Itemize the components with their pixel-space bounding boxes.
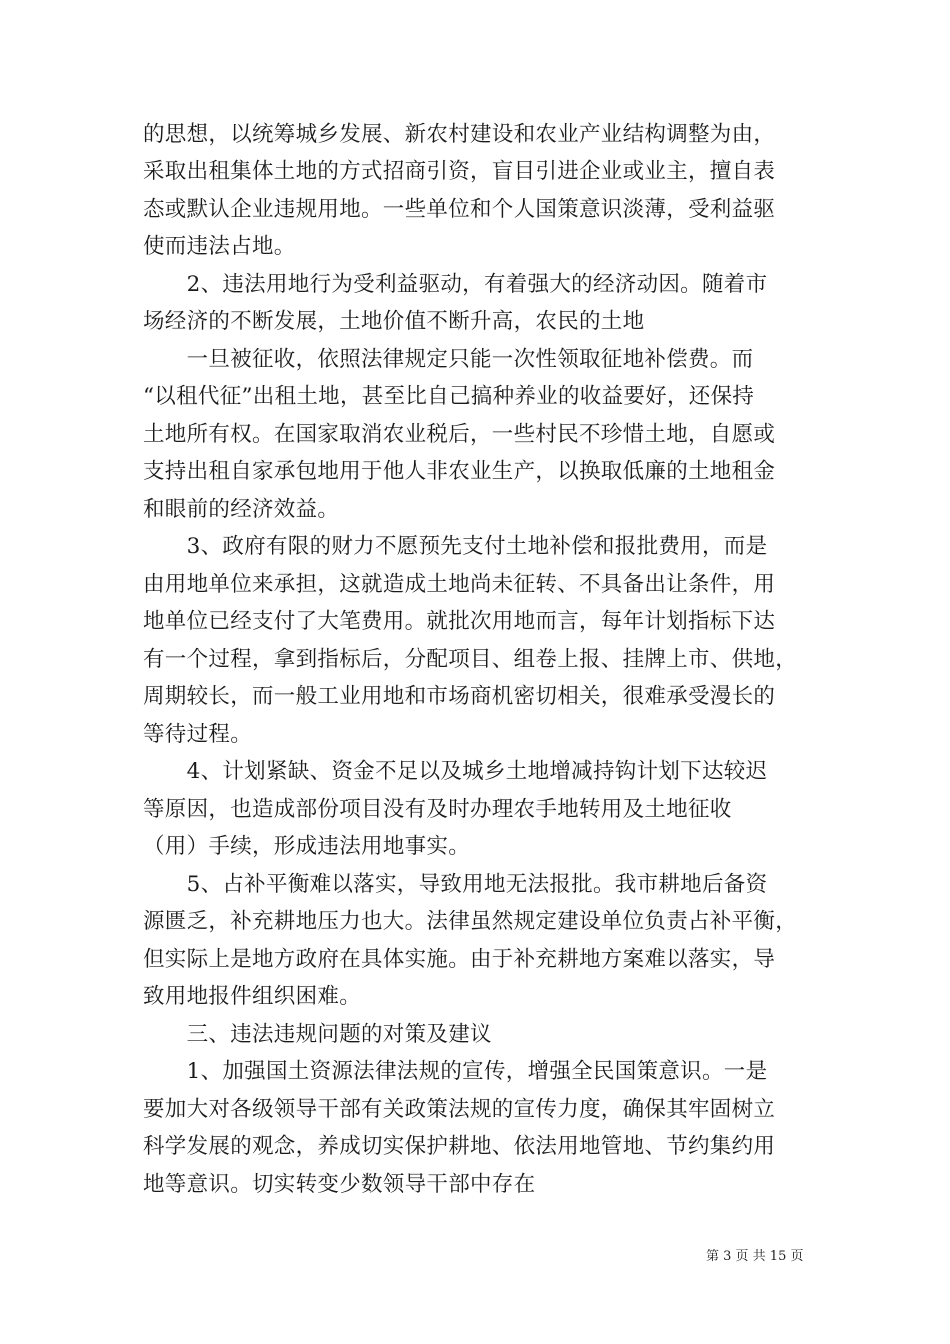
body-text-line: 1、加强国土资源法律法规的宣传，增强全民国策意识。一是 bbox=[143, 1059, 768, 1084]
body-text-line: 使而违法占地。 bbox=[143, 234, 296, 259]
body-text-line: 土地所有权。在国家取消农业税后，一些村民不珍惜土地，自愿或 bbox=[143, 422, 776, 447]
body-text-line: 有一个过程，拿到指标后，分配项目、组卷上报、挂牌上市、供地， bbox=[143, 647, 798, 672]
body-text-line: 科学发展的观念，养成切实保护耕地、依法用地管地、节约集约用 bbox=[143, 1134, 776, 1159]
body-text-line: 但实际上是地方政府在具体实施。由于补充耕地方案难以落实，导 bbox=[143, 947, 776, 972]
body-text-line: （用）手续，形成违法用地事实。 bbox=[143, 834, 471, 859]
body-text-line: 致用地报件组织困难。 bbox=[143, 984, 362, 1009]
body-text-line: 源匮乏，补充耕地压力也大。法律虽然规定建设单位负责占补平衡， bbox=[143, 909, 798, 934]
body-text-line: 由用地单位来承担，这就造成土地尚未征转、不具备出让条件，用 bbox=[143, 572, 776, 597]
body-text-line: 地单位已经支付了大笔费用。就批次用地而言，每年计划指标下达 bbox=[143, 609, 776, 634]
body-text-line: 4、计划紧缺、资金不足以及城乡土地增减持钩计划下达较迟 bbox=[143, 759, 768, 784]
body-text-line: 等原因，也造成部份项目没有及时办理农手地转用及土地征收 bbox=[143, 797, 732, 822]
body-text-line: “以租代征”出租土地，甚至比自己搞种养业的收益要好，还保持 bbox=[143, 384, 755, 409]
body-text-line: 要加大对各级领导干部有关政策法规的宣传力度，确保其牢固树立 bbox=[143, 1097, 776, 1122]
body-text-line: 场经济的不断发展，土地价值不断升高，农民的土地 bbox=[143, 309, 645, 334]
body-text-line: 等待过程。 bbox=[143, 722, 253, 747]
body-text-line: 2、违法用地行为受利益驱动，有着强大的经济动因。随着市 bbox=[143, 272, 768, 297]
body-text-line: 3、政府有限的财力不愿预先支付土地补偿和报批费用，而是 bbox=[143, 534, 768, 559]
body-text-line: 5、占补平衡难以落实，导致用地无法报批。我市耕地后备资 bbox=[143, 872, 768, 897]
body-text-line: 和眼前的经济效益。 bbox=[143, 497, 340, 522]
body-text-line: 一旦被征收，依照法律规定只能一次性领取征地补偿费。而 bbox=[143, 347, 754, 372]
body-text-line: 采取出租集体土地的方式招商引资，盲目引进企业或业主，擅自表 bbox=[143, 159, 776, 184]
body-text-line: 的思想，以统筹城乡发展、新农村建设和农业产业结构调整为由， bbox=[143, 122, 776, 147]
body-text-line: 态或默认企业违规用地。一些单位和个人国策意识淡薄，受利益驱 bbox=[143, 197, 776, 222]
section-heading: 三、违法违规问题的对策及建议 bbox=[143, 1022, 492, 1047]
body-text-line: 地等意识。切实转变少数领导干部中存在 bbox=[143, 1172, 536, 1197]
body-text-line: 周期较长，而一般工业用地和市场商机密切相关，很难承受漫长的 bbox=[143, 684, 776, 709]
body-text-line: 支持出租自家承包地用于他人非农业生产，以换取低廉的土地租金 bbox=[143, 459, 776, 484]
page-number-footer: 第 3 页 共 15 页 bbox=[706, 1249, 804, 1264]
